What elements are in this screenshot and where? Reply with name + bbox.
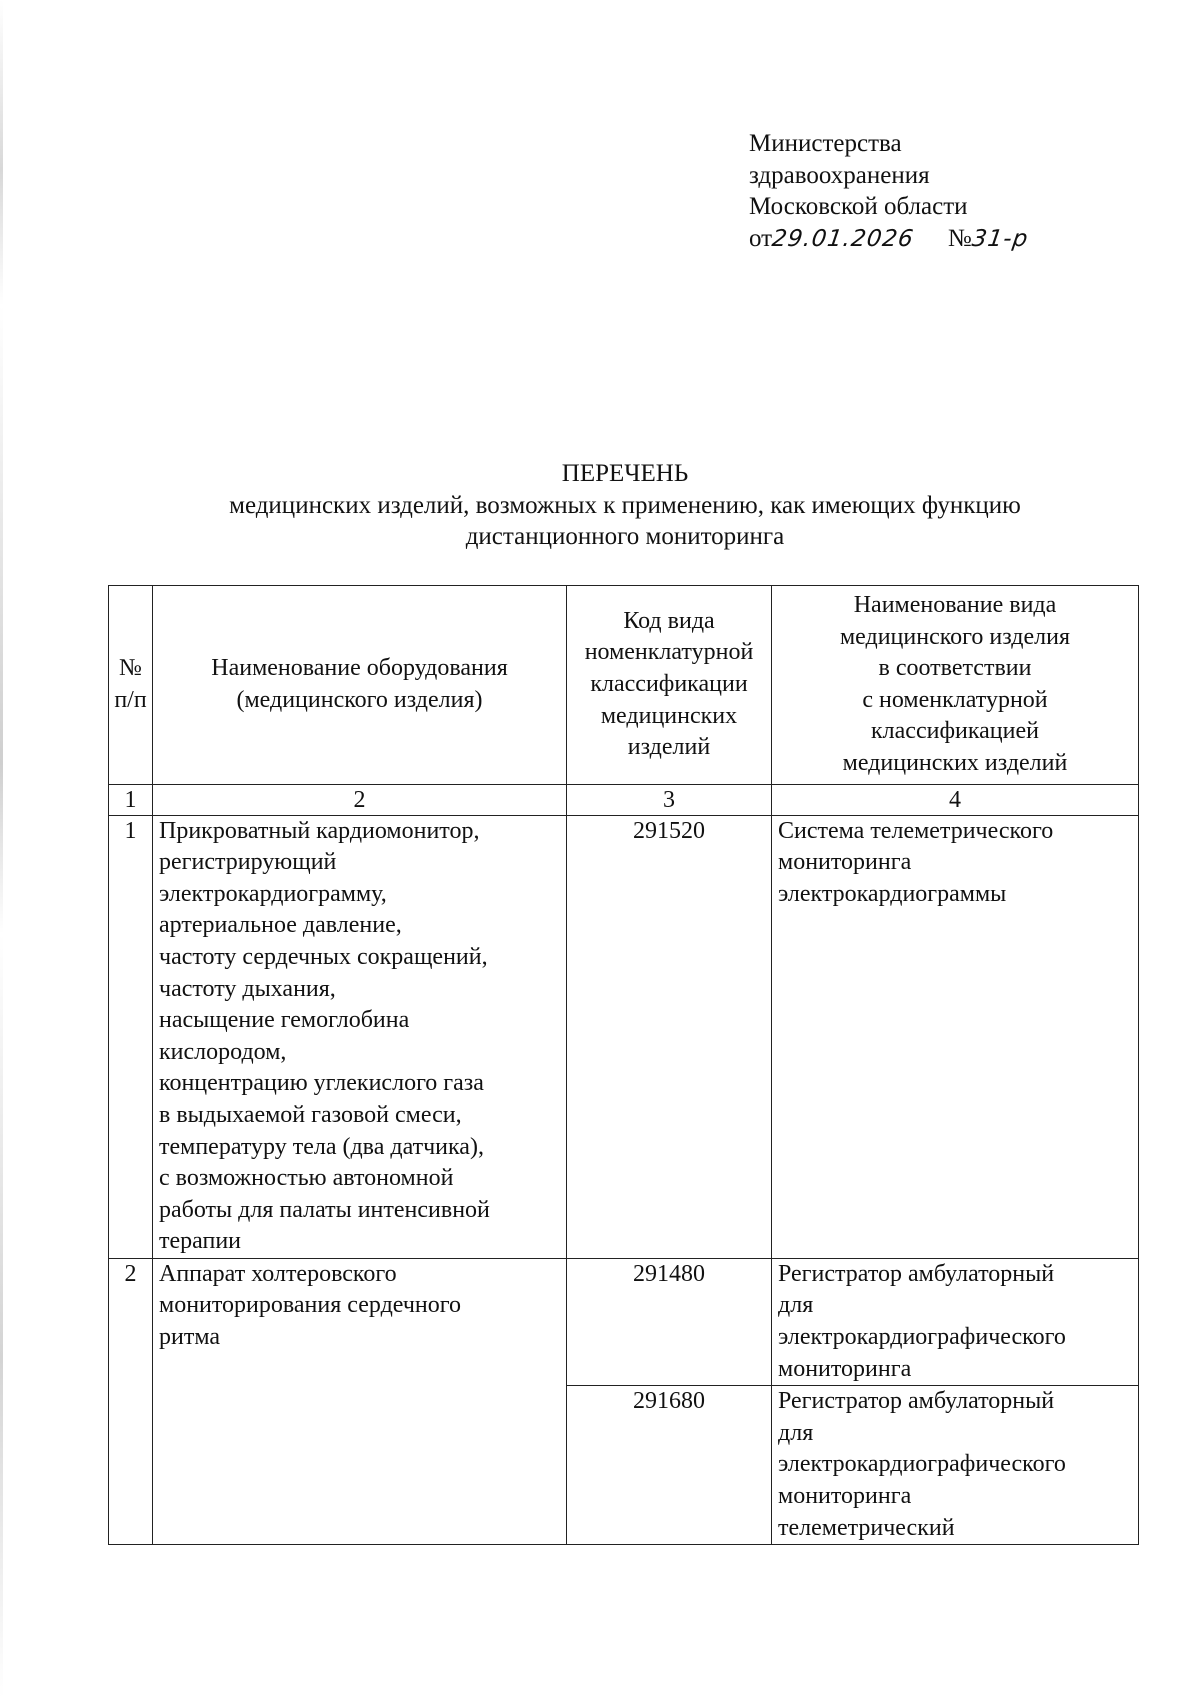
header-line: Министерства — [749, 130, 902, 157]
title-subline: дистанционного мониторинга — [465, 523, 785, 550]
equipment-name-line: температуру тела (два датчика), — [159, 1133, 484, 1160]
table-row — [109, 815, 1139, 1258]
equipment-name-line: регистрирующий — [159, 849, 337, 876]
table-row — [109, 1258, 1139, 1385]
equipment-name-cell — [153, 1258, 567, 1544]
equipment-name-line: в выдыхаемой газовой смеси, — [159, 1101, 462, 1128]
header-line: Московской области — [749, 193, 968, 220]
header-text: классификацией — [871, 718, 1039, 745]
equipment-name-cell — [153, 815, 567, 1258]
kind-name-cell — [772, 1386, 1139, 1545]
kind-name-line: Система телеметрического — [778, 817, 1054, 844]
header-text: п/п — [114, 686, 147, 713]
scan-edge-artifact — [0, 0, 3, 1698]
table-header-row — [109, 586, 1139, 785]
kind-name-line: для — [778, 1292, 814, 1319]
equipment-name-line: электрокардиограмму, — [159, 880, 387, 907]
header-text: медицинских изделий — [842, 749, 1068, 776]
equipment-name-line: частоту дыхания, — [159, 975, 336, 1002]
column-number-row — [109, 784, 1139, 815]
equipment-name-line: мониторирования сердечного — [159, 1292, 461, 1319]
column-number: 3 — [567, 784, 772, 815]
title-subline: медицинских изделий, возможных к применению, как имеющих функцию — [229, 491, 1021, 519]
equipment-name-line: с возможностью автономной — [159, 1165, 454, 1192]
row-number: 1 — [109, 815, 153, 1258]
equipment-name-line: Прикроватный кардиомонитор, — [159, 817, 480, 844]
kind-name-line: электрокардиографического — [778, 1451, 1066, 1478]
header-text: классификации — [590, 670, 748, 697]
header-cell-kind-name — [772, 586, 1139, 785]
header-text: Наименование оборудования — [211, 655, 508, 682]
equipment-name-line: терапии — [159, 1228, 242, 1255]
devices-table — [108, 585, 1139, 1545]
equipment-name-line: Аппарат холтеровского — [159, 1260, 397, 1287]
header-text: с номенклатурной — [862, 686, 1048, 713]
title-main: ПЕРЕЧЕНЬ — [561, 460, 689, 487]
kind-name-line: мониторинга — [778, 1355, 912, 1382]
header-cell-code — [567, 586, 772, 785]
kind-name-line: электрокардиограммы — [778, 880, 1007, 907]
header-text: номенклатурной — [584, 639, 754, 666]
header-text: № — [119, 655, 142, 682]
document-title — [150, 458, 1100, 553]
kind-name-line: телеметрический — [778, 1514, 955, 1541]
header-text: медицинского изделия — [839, 623, 1071, 650]
column-number: 2 — [153, 784, 567, 815]
kind-name-line: мониторинга — [778, 1483, 912, 1510]
header-text: (медицинского изделия) — [236, 686, 483, 713]
nomenclature-code: 291520 — [567, 815, 772, 1258]
document-header — [749, 128, 1079, 255]
equipment-name-line: концентрацию углекислого газа — [159, 1070, 484, 1097]
nomenclature-code: 291680 — [567, 1386, 772, 1545]
header-line: здравоохранения — [749, 161, 930, 189]
header-text: Код вида — [623, 607, 715, 634]
nomenclature-code: 291480 — [567, 1258, 772, 1385]
header-text: Наименование вида — [853, 592, 1057, 618]
header-text: изделий — [627, 734, 711, 761]
equipment-name-line: работы для палаты интенсивной — [159, 1196, 490, 1223]
number-prefix: № — [947, 224, 972, 252]
kind-name-line: Регистратор амбулаторный — [778, 1260, 1055, 1287]
column-number: 1 — [109, 784, 153, 815]
equipment-name-line: артериальное давление, — [159, 912, 402, 939]
header-text: в соответствии — [878, 655, 1032, 682]
kind-name-cell — [772, 815, 1139, 1258]
kind-name-line: мониторинга — [778, 849, 912, 876]
row-number: 2 — [109, 1258, 153, 1544]
equipment-name-line: ритма — [159, 1324, 221, 1351]
equipment-name-line: частоту сердечных сокращений, — [159, 943, 488, 970]
date-number-line — [749, 223, 1079, 256]
kind-name-line: Регистратор амбулаторный — [778, 1388, 1055, 1415]
date-prefix: от — [749, 224, 773, 252]
equipment-name-line: кислородом, — [159, 1038, 287, 1065]
equipment-name-line: насыщение гемоглобина — [159, 1007, 410, 1034]
header-text: медицинских — [600, 702, 738, 729]
kind-name-line: электрокардиографического — [778, 1324, 1066, 1351]
header-cell-equipment-name — [153, 586, 567, 785]
kind-name-line: для — [778, 1419, 814, 1446]
header-cell-number — [109, 586, 153, 785]
handwritten-date: 29.01.2026 — [770, 225, 916, 252]
column-number: 4 — [772, 784, 1139, 815]
handwritten-number: 31-р — [969, 225, 1030, 252]
kind-name-cell — [772, 1258, 1139, 1385]
